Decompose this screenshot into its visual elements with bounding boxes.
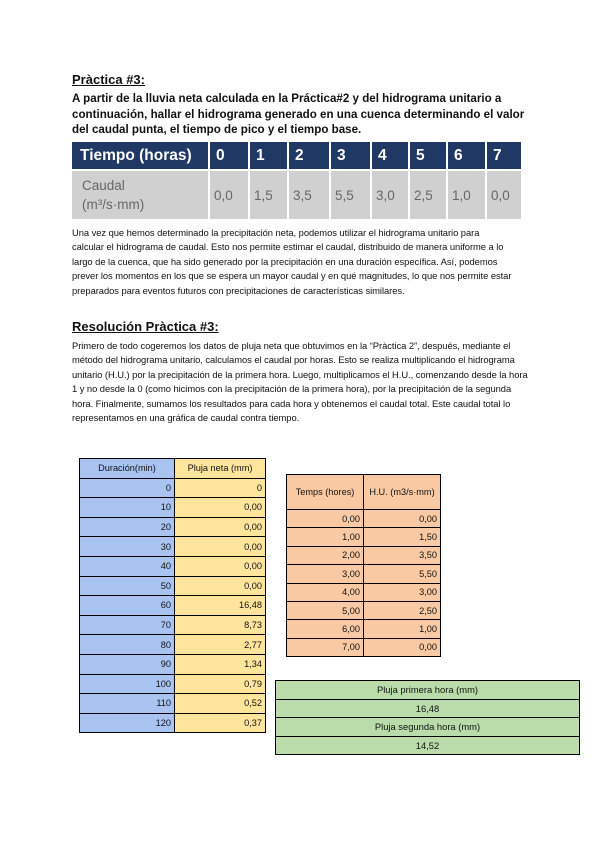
resolucion-title: Resolución Pràctica #3: xyxy=(72,319,219,334)
caudal-value: 0,0 xyxy=(209,170,249,219)
table-row xyxy=(80,537,266,557)
caudal-label-line1: Caudal xyxy=(82,178,125,193)
table-row xyxy=(80,498,266,518)
duration-cell: 0 xyxy=(80,478,175,498)
hour-cell: 7 xyxy=(486,142,521,170)
hu-cell: 3,00 xyxy=(364,583,441,601)
caudal-value: 1,5 xyxy=(249,170,288,219)
table-row xyxy=(276,718,580,737)
caudal-row xyxy=(72,170,521,219)
pluja-cell: 16,48 xyxy=(175,596,266,616)
table-row xyxy=(287,546,441,564)
pluja-second-value: 14,52 xyxy=(276,736,580,755)
hu-cell: 0,00 xyxy=(364,510,441,528)
practica-title: Pràctica #3: xyxy=(72,72,145,87)
pluja-cell: 0,00 xyxy=(175,537,266,557)
temps-header-row xyxy=(287,475,441,510)
pluja-cell: 0,37 xyxy=(175,713,266,733)
duration-cell: 70 xyxy=(80,615,175,635)
table-row xyxy=(80,478,266,498)
hu-cell: 1,50 xyxy=(364,528,441,546)
temps-cell: 4,00 xyxy=(287,583,364,601)
hours-row xyxy=(72,142,521,170)
duration-cell: 110 xyxy=(80,694,175,714)
hour-cell: 5 xyxy=(409,142,447,170)
duration-cell: 100 xyxy=(80,674,175,694)
intro-paragraph: Una vez que hemos determinado la precipitación neta, podemos utilizar el hidrograma unitario para calcular el hidrograma de caudal. Esto nos permite estimar el caudal, distribuido de manera uniforme a lo largo de la cuenca, que ha sido generado por la precipitación en una duración específica. Así, podemos prever los momentos en los que se espera un mayor caudal y en qué magnitudes, lo que nos permite estar preparados para eventos futuros con precipitaciones de características similares. xyxy=(72,227,512,296)
duration-cell: 60 xyxy=(80,596,175,616)
table-row xyxy=(80,713,266,733)
hu-header: H.U. (m3/s·mm) xyxy=(364,475,441,510)
duration-cell: 50 xyxy=(80,576,175,596)
temps-cell: 5,00 xyxy=(287,601,364,619)
pluja-cell: 2,77 xyxy=(175,635,266,655)
caudal-label xyxy=(72,170,209,219)
pluja-first-label: Pluja primera hora (mm) xyxy=(276,681,580,700)
table-row xyxy=(80,576,266,596)
duration-cell: 30 xyxy=(80,537,175,557)
caudal-value: 1,0 xyxy=(447,170,486,219)
temps-cell: 3,00 xyxy=(287,565,364,583)
table-row xyxy=(80,635,266,655)
caudal-label-line2: (m³/s·mm) xyxy=(82,197,145,212)
table-row xyxy=(276,736,580,755)
duration-cell: 20 xyxy=(80,517,175,537)
duration-cell: 80 xyxy=(80,635,175,655)
hu-cell: 2,50 xyxy=(364,601,441,619)
table-row xyxy=(287,528,441,546)
table-row xyxy=(276,681,580,700)
hour-cell: 0 xyxy=(209,142,249,170)
pluja-header: Pluja neta (mm) xyxy=(175,459,266,479)
caudal-value: 2,5 xyxy=(409,170,447,219)
hu-cell: 1,00 xyxy=(364,620,441,638)
pluja-cell: 0 xyxy=(175,478,266,498)
temps-cell: 2,00 xyxy=(287,546,364,564)
pluja-cell: 0,00 xyxy=(175,556,266,576)
pluja-cell: 0,00 xyxy=(175,498,266,518)
duration-cell: 90 xyxy=(80,654,175,674)
pluja-second-label: Pluja segunda hora (mm) xyxy=(276,718,580,737)
duration-header: Duración(min) xyxy=(80,459,175,479)
temps-cell: 6,00 xyxy=(287,620,364,638)
table-row xyxy=(287,601,441,619)
table-row xyxy=(287,620,441,638)
table-row xyxy=(80,654,266,674)
table-row xyxy=(276,699,580,718)
hu-cell: 3,50 xyxy=(364,546,441,564)
duration-cell: 10 xyxy=(80,498,175,518)
hu-cell: 0,00 xyxy=(364,638,441,656)
hour-cell: 4 xyxy=(371,142,409,170)
table-row xyxy=(80,694,266,714)
duration-cell: 120 xyxy=(80,713,175,733)
table-row xyxy=(287,638,441,656)
table-row xyxy=(287,565,441,583)
hours-label: Tiempo (horas) xyxy=(72,142,209,170)
caudal-value: 3,5 xyxy=(288,170,330,219)
pluja-cell: 1,34 xyxy=(175,654,266,674)
hour-cell: 3 xyxy=(330,142,371,170)
hour-cell: 1 xyxy=(249,142,288,170)
pluja-cell: 8,73 xyxy=(175,615,266,635)
table-row xyxy=(287,583,441,601)
practica-statement: A partir de la lluvia neta calculada en la Práctica#2 y del hidrograma unitario a continuación, hallar el hidrograma generado en una cuenca determinando el valor del caudal punta, el tiempo de pico y el tiempo base. xyxy=(72,92,525,136)
duration-cell: 40 xyxy=(80,556,175,576)
resolucion-paragraph: Primero de todo cogeremos los datos de pluja neta que obtuvimos en la “Pràctica 2”, después, mediante el método del hidrograma unitario, calculamos el caudal por horas. Esto se realiza multiplicando el hidrograma unitario (H.U.) por la precipitación de la primera hora. Luego, multiplicamos el H.U., comenzando desde la hora 1 y no desde la 0 (como hicimos con la precipitación de la primera hora), por la precipitación de la segunda hora. Finalmente, sumamos los resultados para cada hora y obtenemos el caudal total. Este caudal total lo representamos en una gráfica de caudal contra tiempo. xyxy=(72,340,528,424)
pluja-cell: 0,79 xyxy=(175,674,266,694)
hu-cell: 5,50 xyxy=(364,565,441,583)
hydrograph-table xyxy=(72,142,521,219)
table-row xyxy=(287,510,441,528)
pluja-first-value: 16,48 xyxy=(276,699,580,718)
pluja-cell: 0,00 xyxy=(175,576,266,596)
hour-cell: 6 xyxy=(447,142,486,170)
temps-cell: 7,00 xyxy=(287,638,364,656)
table-row xyxy=(80,674,266,694)
table-row xyxy=(80,517,266,537)
unit-hydrograph-table xyxy=(286,474,441,657)
caudal-value: 5,5 xyxy=(330,170,371,219)
caudal-value: 3,0 xyxy=(371,170,409,219)
caudal-value: 0,0 xyxy=(486,170,521,219)
hour-cell: 2 xyxy=(288,142,330,170)
pluja-cell: 0,52 xyxy=(175,694,266,714)
table-row xyxy=(80,615,266,635)
temps-cell: 1,00 xyxy=(287,528,364,546)
pluja-cell: 0,00 xyxy=(175,517,266,537)
pluja-hours-table xyxy=(275,680,580,755)
duration-header-row xyxy=(80,459,266,479)
temps-header: Temps (hores) xyxy=(287,475,364,510)
table-row xyxy=(80,596,266,616)
duration-table xyxy=(79,458,266,733)
temps-cell: 0,00 xyxy=(287,510,364,528)
table-row xyxy=(80,556,266,576)
